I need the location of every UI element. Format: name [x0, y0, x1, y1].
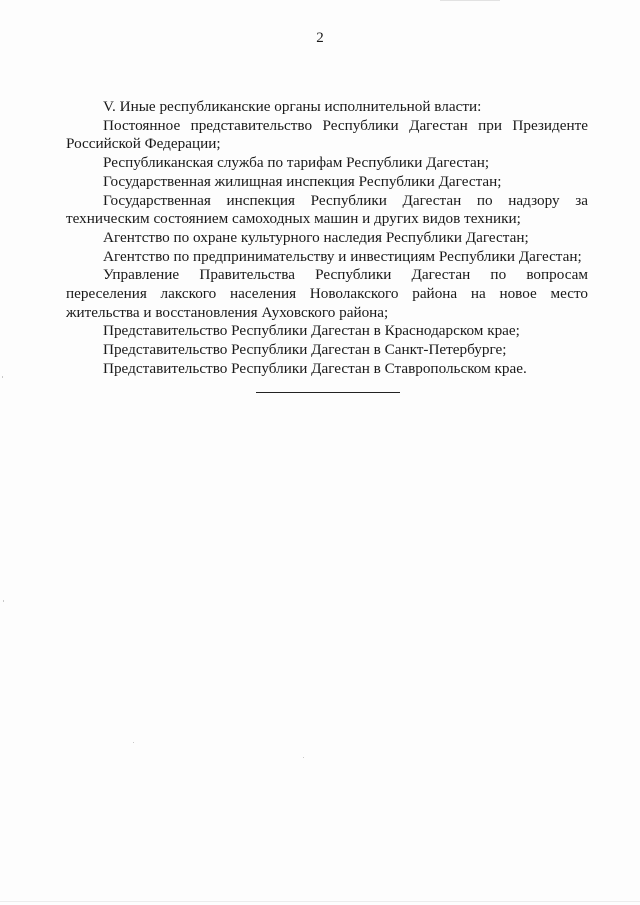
- list-item: Постоянное представительство Республики Дагестан при Президенте Российской Федерации;: [66, 116, 588, 153]
- scan-speck: [3, 600, 4, 602]
- list-item: Управление Правительства Республики Дагестан по вопросам переселения лакского населения Новолакского района на новое место жительства и восстановления Ауховского района;: [66, 266, 588, 321]
- document-body: [66, 98, 588, 379]
- scan-speck: [303, 757, 304, 758]
- scan-speck: [440, 0, 500, 1]
- list-item: Государственная жилищная инспекция Республики Дагестан;: [103, 172, 502, 190]
- end-separator-line: [256, 392, 400, 393]
- list-item: Представительство Республики Дагестан в Краснодарском крае;: [103, 322, 520, 340]
- list-item: Республиканская служба по тарифам Республики Дагестан;: [103, 154, 490, 172]
- scan-speck: [0, 901, 640, 902]
- list-item: Представительство Республики Дагестан в Ставропольском крае.: [103, 359, 527, 377]
- list-item: Представительство Республики Дагестан в Санкт-Петербурге;: [103, 341, 507, 359]
- list-item: Государственная инспекция Республики Дагестан по надзору за техническим состоянием самоходных машин и других видов техники;: [66, 191, 588, 228]
- scan-speck: [133, 742, 134, 743]
- section-heading: V. Иные республиканские органы исполнительной власти:: [103, 98, 482, 115]
- scan-speck: [2, 376, 3, 378]
- list-item: Агентство по предпринимательству и инвестициям Республики Дагестан;: [103, 247, 582, 265]
- page-number: 2: [316, 30, 324, 46]
- list-item: Агентство по охране культурного наследия Республики Дагестан;: [103, 228, 529, 246]
